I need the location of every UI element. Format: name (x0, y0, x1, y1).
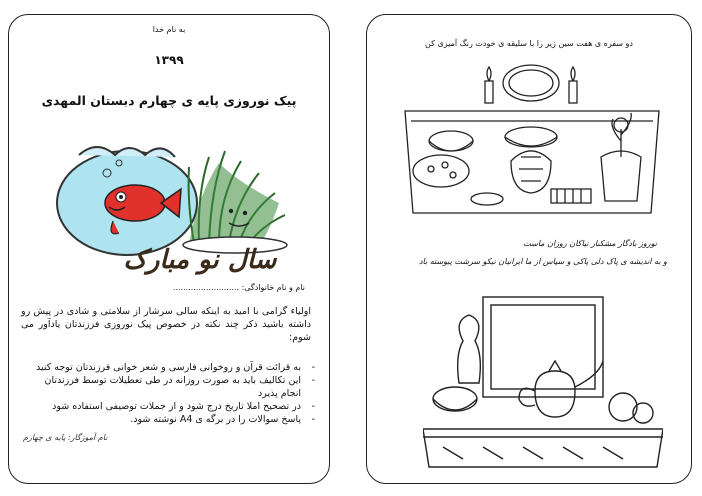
haftsin-table-drawing (423, 291, 663, 471)
haftsin-coloring-drawing (401, 61, 663, 221)
list-item: - پاسخ سوالات را در برگه ی A4 نوشته شود. (25, 413, 315, 426)
teacher-signature: نام آموزگار: پایه ی چهارم (23, 433, 108, 442)
new-year-greeting-art: سال نو مبارک (123, 245, 277, 275)
year-heading: ۱۳۹۹ (154, 53, 184, 67)
nowruz-illustration (49, 133, 309, 289)
haftsin-table-icon (401, 61, 663, 221)
student-name-field: نام و نام خانوادگی: .......................... (172, 283, 305, 292)
instructions-list (25, 361, 315, 426)
bismillah-text: به نام خدا (152, 25, 186, 34)
list-item: - به قرائت قرآن و روخوانی فارسی و شعر خوانی فرزندتان توجه کنید (25, 361, 315, 374)
intro-paragraph: اولیاء گرامی با امید به اینکه سالی سرشار از سلامتی و شادی در پیش رو داشته باشید ذکر چند نکته در خصوص پیک نوروزی فرزندتان یادآور می شوم: (21, 306, 311, 343)
page-title: پیک نوروزی پایه ی چهارم دبستان المهدی (41, 93, 297, 108)
list-item: - این تکالیف باید به صورت روزانه در طی تعطیلات توسط فرزندتان انجام پذیرد (25, 374, 315, 400)
coloring-instruction: دو سفره ی هفت سین زیر را با سلیقه ی خودت رنگ آمیزی کن (425, 39, 633, 48)
poem-line-2: و به اندیشه ی پاک دلی پاکی و سپاس از ما ایرانیان نیکو سرشت پیوسته باد (418, 257, 667, 266)
nowruz-table-icon (423, 291, 663, 471)
list-item: - در تصحیح املا تاریخ درج شود و از جملات توصیفی استفاده شود (25, 400, 315, 413)
left-page (8, 14, 330, 484)
right-page (366, 14, 692, 484)
poem-line-1: نوروز یادگار مشکبار نیاکان روزان ماست (523, 239, 657, 248)
